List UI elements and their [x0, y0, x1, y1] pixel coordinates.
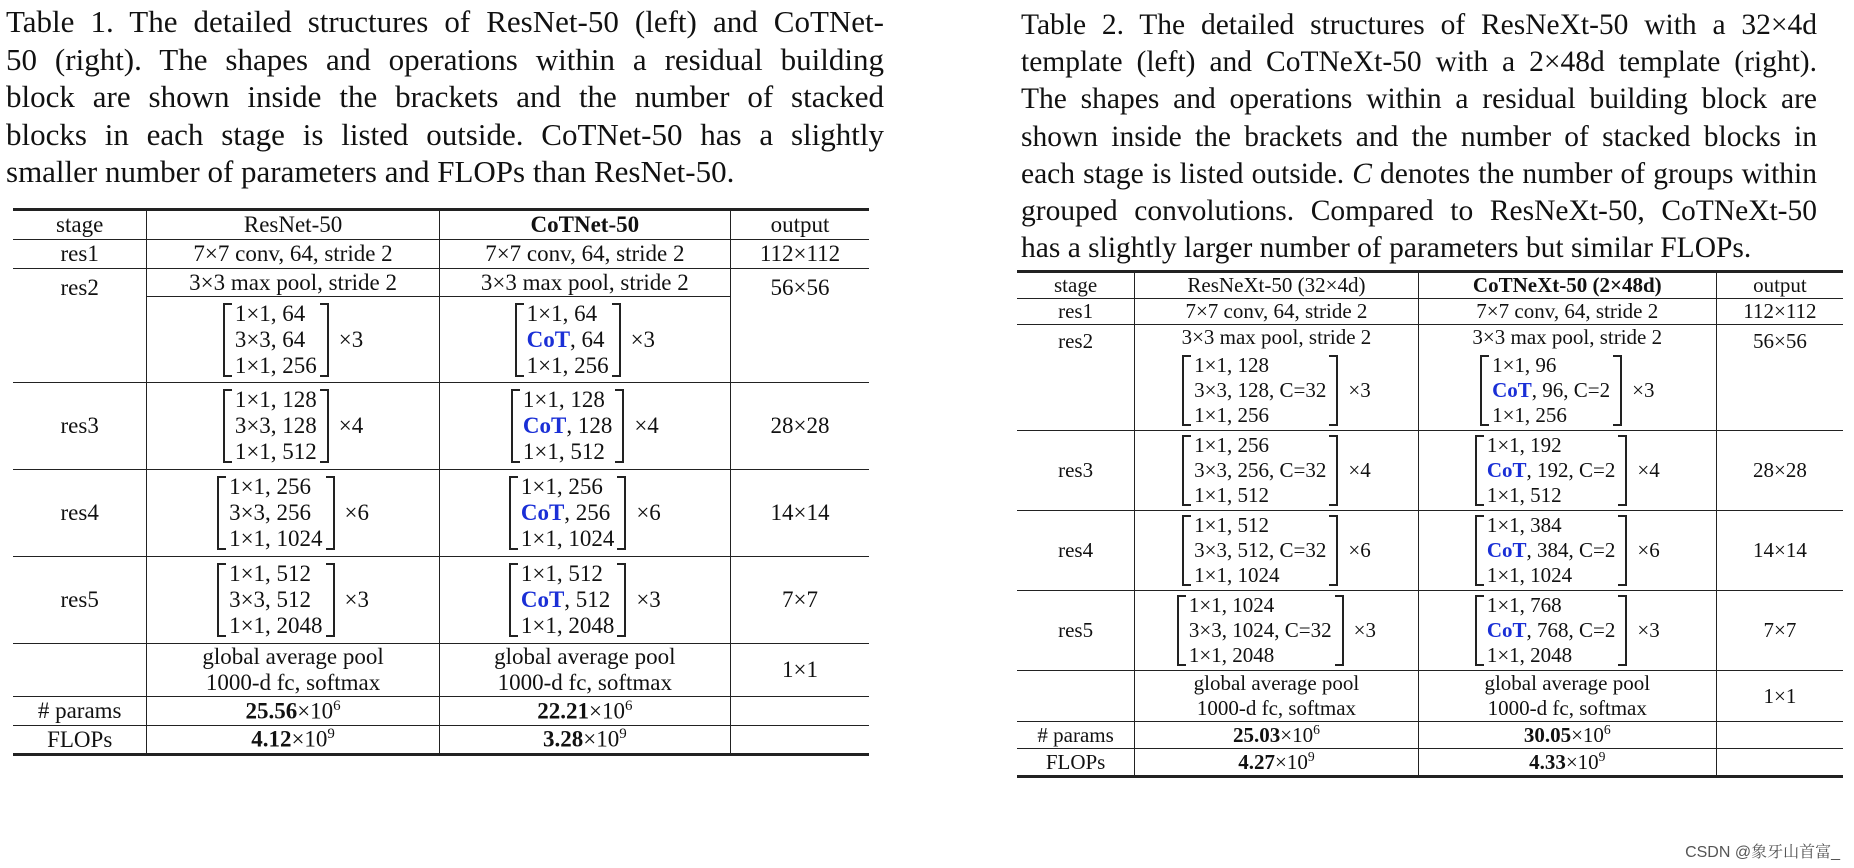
bracket	[511, 387, 624, 465]
head-left	[1135, 671, 1419, 722]
block-row: 1×1, 192	[1486, 433, 1562, 457]
block-multiplier: ×6	[344, 500, 370, 525]
res5-right-block	[1418, 591, 1716, 671]
block-row: 1×1, 512	[229, 561, 312, 586]
caption-line: 50 (right). The shapes and operations within a residual building	[6, 41, 884, 77]
caption-text: each stage is listed outside.	[1021, 157, 1353, 190]
unit: ×10	[1274, 750, 1308, 774]
block-row: 1×1, 768	[1486, 593, 1562, 617]
bracket	[223, 387, 329, 465]
caption-text: denotes the number of groups within	[1371, 157, 1817, 190]
res2-pool-left: 3×3 max pool, stride 2	[1135, 325, 1419, 351]
res3-left-block	[147, 383, 439, 470]
bracket	[223, 301, 329, 379]
res1-left: 7×7 conv, 64, stride 2	[1135, 299, 1419, 325]
unit: ×10	[1571, 723, 1604, 747]
res2-output: 56×56	[730, 269, 869, 383]
exponent: 9	[619, 726, 627, 743]
stage-res1: res1	[13, 240, 147, 269]
res5-output: 7×7	[730, 557, 869, 644]
block-row: 3×3, 256, C=32	[1194, 458, 1327, 482]
head-output: 1×1	[1716, 671, 1843, 722]
block-multiplier: ×4	[338, 413, 364, 438]
stage-res4: res4	[1017, 511, 1135, 591]
block-row: 1×1, 256	[1492, 402, 1567, 427]
block-row: 3×3, 128, C=32	[1194, 377, 1327, 402]
block-multiplier: ×4	[1637, 458, 1660, 482]
flops-output	[730, 726, 869, 755]
head-line: global average pool	[1193, 671, 1360, 695]
res3-right-block	[1418, 431, 1716, 511]
caption-symbol-c: C	[1352, 157, 1372, 190]
block-row-rest: , 384, C=2	[1526, 538, 1616, 562]
bracket	[1480, 353, 1622, 428]
caption-line: blocks in each stage is listed outside. CoTNet-50 has a slightly	[6, 116, 884, 152]
stage-res3: res3	[13, 383, 147, 470]
cot-label: CoT	[1486, 538, 1527, 562]
block-multiplier: ×3	[1637, 618, 1660, 642]
value: 25.56	[245, 698, 298, 724]
bracket	[1182, 513, 1338, 588]
caption-line: shown inside the brackets and the number of stacked blocks in	[1021, 120, 1817, 153]
block-row: 3×3, 256	[229, 500, 312, 525]
flops-output	[1716, 749, 1843, 777]
bracket	[1475, 513, 1628, 588]
caption-line: The shapes and operations within a residual building block are	[1021, 83, 1817, 116]
block-row: 1×1, 64	[234, 300, 306, 326]
res1-right: 7×7 conv, 64, stride 2	[439, 240, 730, 269]
block-row: 1×1, 64	[526, 300, 598, 326]
value: 4.12	[251, 726, 292, 752]
block-multiplier: ×6	[636, 500, 661, 525]
table1	[13, 208, 869, 756]
block-row	[1487, 458, 1616, 483]
block-row: 1×1, 256	[526, 352, 609, 378]
exponent: 6	[624, 697, 633, 714]
block-multiplier: ×3	[344, 587, 370, 612]
head-line: global average pool	[1484, 671, 1651, 695]
table2	[1017, 270, 1843, 778]
block-multiplier: ×3	[1353, 618, 1376, 642]
value: 30.05	[1523, 723, 1572, 747]
block-row	[523, 413, 612, 439]
block-row: 1×1, 512	[520, 561, 603, 586]
header-cotnext: CoTNeXt-50 (2×48d)	[1418, 272, 1716, 299]
block-row: 1×1, 128	[522, 387, 605, 412]
res4-left-block	[147, 470, 439, 557]
block-multiplier: ×4	[1348, 458, 1371, 482]
res2-left-block	[1135, 351, 1419, 431]
res1-left: 7×7 conv, 64, stride 2	[147, 240, 439, 269]
block-multiplier: ×3	[338, 326, 364, 352]
res4-left-block	[1135, 511, 1419, 591]
caption-line: template (left) and CoTNeXt-50 with a 2×48d template (right).	[1021, 46, 1817, 79]
bracket	[515, 301, 621, 379]
block-multiplier: ×6	[1348, 538, 1371, 562]
head-right	[1418, 671, 1716, 722]
head-left	[147, 644, 439, 697]
bracket	[1182, 433, 1338, 508]
res5-left-block	[1135, 591, 1419, 671]
block-row: 1×1, 128	[1194, 352, 1270, 377]
bracket	[509, 561, 626, 639]
header-output: output	[1716, 272, 1843, 299]
cot-label: CoT	[526, 326, 571, 352]
unit: ×10	[297, 698, 334, 724]
res3-output: 28×28	[730, 383, 869, 470]
block-row-rest: , 96, C=2	[1531, 377, 1611, 402]
block-row: 1×1, 1024	[1194, 563, 1280, 587]
header-resnet: ResNet-50	[147, 210, 439, 240]
res2-left-block	[147, 297, 439, 383]
head-line: 1000-d fc, softmax	[205, 670, 381, 695]
block-row: 1×1, 512	[522, 439, 605, 464]
block-row	[527, 327, 609, 353]
cot-label: CoT	[1486, 458, 1527, 482]
block-row: 1×1, 1024	[1188, 593, 1275, 617]
block-row: 1×1, 256	[234, 352, 317, 378]
block-row: 1×1, 256	[229, 474, 312, 499]
header-cotnet: CoTNet-50	[439, 210, 730, 240]
params-label: # params	[13, 697, 147, 726]
res4-output: 14×14	[1716, 511, 1843, 591]
unit: ×10	[291, 726, 328, 752]
value: 25.03	[1232, 723, 1281, 747]
flops-left	[1135, 749, 1419, 777]
res1-right: 7×7 conv, 64, stride 2	[1418, 299, 1716, 325]
caption-line: block are shown inside the brackets and the number of stacked	[6, 79, 884, 114]
cot-label: CoT	[1492, 377, 1532, 402]
block-row: 3×3, 1024, C=32	[1188, 618, 1332, 642]
res2-right-block	[1418, 351, 1716, 431]
res2-pool-left: 3×3 max pool, stride 2	[147, 269, 439, 297]
bracket	[217, 474, 334, 552]
caption-line: Table 2. The detailed structures of ResNeXt-50 with a 32×4d	[1021, 9, 1817, 41]
block-row-rest: , 64	[570, 326, 605, 352]
block-multiplier: ×3	[636, 587, 661, 612]
block-row: 1×1, 128	[234, 387, 317, 412]
value: 4.33	[1529, 750, 1566, 774]
head-right	[439, 644, 730, 697]
params-left	[147, 697, 439, 726]
res4-output: 14×14	[730, 470, 869, 557]
block-multiplier: ×3	[1348, 377, 1371, 402]
block-multiplier: ×4	[634, 413, 659, 438]
params-output	[730, 697, 869, 726]
block-row	[1487, 618, 1616, 643]
flops-left	[147, 726, 439, 755]
exponent: 9	[327, 726, 335, 743]
block-row: 3×3, 128	[234, 413, 317, 438]
flops-right	[439, 726, 730, 755]
block-row: 1×1, 512	[1194, 483, 1270, 507]
block-row: 1×1, 256	[520, 474, 603, 499]
bracket	[1475, 593, 1628, 668]
flops-label: FLOPs	[13, 726, 147, 755]
unit: ×10	[1565, 750, 1599, 774]
caption-line	[1021, 156, 1817, 193]
res5-right-block	[439, 557, 730, 644]
cot-label: CoT	[520, 500, 565, 525]
block-row: 1×1, 512	[1486, 483, 1562, 507]
block-multiplier: ×3	[630, 326, 656, 352]
res5-left-block	[147, 557, 439, 644]
exponent: 6	[1313, 722, 1320, 737]
bracket	[1475, 433, 1628, 508]
block-row: 1×1, 384	[1486, 513, 1562, 537]
head-line: global average pool	[202, 644, 384, 669]
head-line: 1000-d fc, softmax	[1196, 696, 1357, 720]
head-line: global average pool	[494, 644, 676, 669]
block-row: 1×1, 256	[1194, 402, 1270, 427]
params-left	[1135, 722, 1419, 749]
res1-output: 112×112	[730, 240, 869, 269]
res3-output: 28×28	[1716, 431, 1843, 511]
res1-output: 112×112	[1716, 299, 1843, 325]
block-row-rest: , 256	[564, 500, 611, 525]
caption-line: has a slightly larger number of parameters but similar FLOPs.	[1021, 232, 1752, 265]
params-right	[439, 697, 730, 726]
params-output	[1716, 722, 1843, 749]
block-row: 1×1, 96	[1492, 352, 1557, 377]
stage-head	[13, 644, 147, 697]
block-row: 1×1, 256	[1194, 433, 1270, 457]
res2-pool-right: 3×3 max pool, stride 2	[1418, 325, 1716, 351]
header-stage: stage	[1017, 272, 1135, 299]
header-stage: stage	[13, 210, 147, 240]
block-row-rest: , 128	[566, 413, 613, 438]
caption-line: Table 1. The detailed structures of ResNet-50 (left) and CoTNet-	[6, 4, 884, 39]
unit: ×10	[1280, 723, 1314, 747]
block-row	[521, 587, 614, 613]
stage-res4: res4	[13, 470, 147, 557]
res2-right-block	[439, 297, 730, 383]
res4-right-block	[439, 470, 730, 557]
res2-output: 56×56	[1716, 325, 1843, 431]
exponent: 6	[1603, 722, 1611, 737]
head-line: 1000-d fc, softmax	[497, 670, 673, 695]
block-row	[1487, 538, 1616, 563]
res3-right-block	[439, 383, 730, 470]
stage-res1: res1	[1017, 299, 1135, 325]
table2-caption	[1021, 7, 1817, 267]
cot-label: CoT	[520, 587, 565, 612]
header-output: output	[730, 210, 869, 240]
bracket	[1177, 593, 1344, 668]
block-row: 1×1, 1024	[229, 526, 323, 551]
block-row-rest: , 512	[564, 587, 611, 612]
stage-res5: res5	[1017, 591, 1135, 671]
stage-head	[1017, 671, 1135, 722]
flops-label: FLOPs	[1017, 749, 1135, 777]
value: 4.27	[1238, 750, 1275, 774]
stage-res2: res2	[13, 269, 147, 383]
stage-res3: res3	[1017, 431, 1135, 511]
value: 3.28	[542, 726, 584, 752]
block-row: 3×3, 512	[229, 587, 312, 612]
exponent: 6	[333, 697, 341, 714]
head-line: 1000-d fc, softmax	[1487, 696, 1647, 720]
caption-line: grouped convolutions. Compared to ResNeXt-50, CoTNeXt-50	[1021, 195, 1817, 228]
table1-caption	[6, 3, 884, 191]
block-row: 3×3, 64	[234, 326, 306, 352]
block-row: 3×3, 512, C=32	[1194, 538, 1327, 562]
exponent: 9	[1307, 749, 1315, 764]
unit: ×10	[588, 698, 625, 724]
res4-right-block	[1418, 511, 1716, 591]
stage-res5: res5	[13, 557, 147, 644]
bracket	[1182, 353, 1338, 428]
block-row	[521, 500, 614, 526]
head-output: 1×1	[730, 644, 869, 697]
block-row: 1×1, 2048	[1486, 643, 1573, 667]
cot-label: CoT	[522, 413, 567, 438]
block-row: 1×1, 2048	[1188, 643, 1275, 667]
block-row	[1492, 378, 1610, 403]
block-row: 1×1, 2048	[229, 613, 323, 638]
block-row: 1×1, 1024	[520, 526, 615, 551]
block-row-rest: , 192, C=2	[1526, 458, 1616, 482]
header-resnext: ResNeXt-50 (32×4d)	[1135, 272, 1419, 299]
bracket	[509, 474, 626, 552]
flops-right	[1418, 749, 1716, 777]
watermark: CSDN @象牙山首富_	[1685, 844, 1840, 861]
block-row: 1×1, 512	[1194, 513, 1270, 537]
block-multiplier: ×3	[1632, 377, 1655, 402]
block-row: 1×1, 512	[234, 439, 317, 464]
res5-output: 7×7	[1716, 591, 1843, 671]
block-row: 1×1, 2048	[520, 613, 615, 638]
params-right	[1418, 722, 1716, 749]
bracket	[217, 561, 334, 639]
block-row: 1×1, 1024	[1486, 563, 1573, 587]
value: 22.21	[537, 698, 589, 724]
cot-label: CoT	[1486, 618, 1527, 642]
res3-left-block	[1135, 431, 1419, 511]
exponent: 9	[1598, 749, 1606, 764]
caption-line: smaller number of parameters and FLOPs than ResNet-50.	[6, 154, 735, 189]
params-label: # params	[1017, 722, 1135, 749]
block-multiplier: ×6	[1637, 538, 1660, 562]
block-row-rest: , 768, C=2	[1526, 618, 1616, 642]
res2-pool-right: 3×3 max pool, stride 2	[439, 269, 730, 297]
unit: ×10	[583, 726, 620, 752]
stage-res2: res2	[1017, 325, 1135, 431]
